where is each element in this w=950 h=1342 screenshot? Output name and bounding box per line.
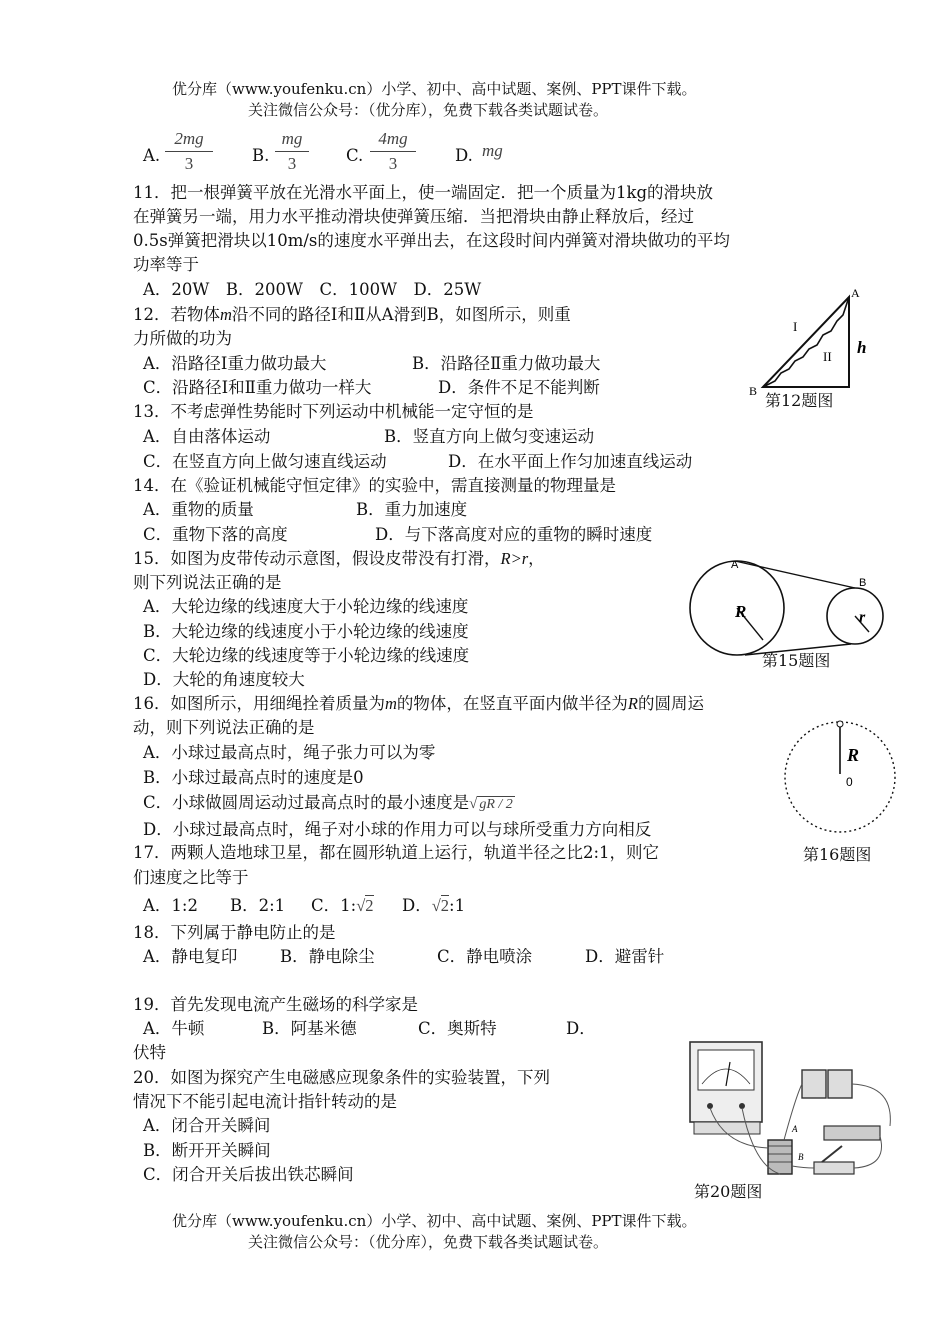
small-radius-label: r (859, 609, 866, 626)
galvanometer-base (694, 1122, 760, 1134)
q20-option-b: B．断开开关瞬间 (143, 1141, 271, 1160)
q10-option-c-den: 3 (388, 154, 398, 173)
path-i-label: I (793, 319, 798, 334)
q10-option-c-label: C. (346, 146, 364, 165)
footer-line-1: 优分库（www.youfenku.cn）小学、初中、高中试题、案例、PPT课件下载。 (172, 1212, 697, 1230)
large-radius-label: R (735, 602, 747, 621)
q20-line-1: 20．如图为探究产生电磁感应现象条件的实验装置，下列 (133, 1068, 550, 1087)
q12-option-d: D．条件不足不能判断 (438, 378, 600, 397)
q10-option-a-label: A. (143, 146, 161, 165)
wire (854, 1136, 882, 1168)
q13-option-c: C．在竖直方向上做匀速直线运动 (143, 452, 387, 471)
q15-option-d: D．大轮的角速度较大 (143, 670, 305, 689)
q15-caption: 第15题图 (762, 651, 831, 670)
q11-line-3: 0.5s弹簧把滑块以10m/s的速度水平弹出去，在这段时间内弹簧对滑块做功的平均 (133, 231, 730, 250)
q14-option-d: D．与下落高度对应的重物的瞬时速度 (375, 525, 653, 544)
q18-stem: 18．下列属于静电防止的是 (133, 923, 336, 942)
wire (792, 1166, 814, 1168)
q13-option-b: B．竖直方向上做匀变速运动 (384, 427, 595, 446)
q20-figure (684, 1036, 904, 1186)
radius-label: R (847, 745, 860, 765)
q10-option-a-num: 2mg (174, 129, 204, 148)
q16-line-1-pre: 16．如图所示，用细绳拴着质量为 (133, 694, 385, 713)
q17-option-d-text: D． (402, 896, 432, 915)
q10-option-b-label: B. (252, 146, 270, 165)
q15-option-a: A．大轮边缘的线速度大于小轮边缘的线速度 (143, 597, 469, 616)
q12-option-a: A．沿路径Ⅰ重力做功最大 (143, 354, 327, 373)
q15-line-1-post: ， (528, 549, 545, 568)
q15-condition: R>r (500, 549, 529, 568)
q14-option-b: B．重力加速度 (356, 500, 468, 519)
q10-option-c-fraction (370, 129, 416, 174)
q10-option-c-num: 4mg (378, 129, 408, 148)
q10-option-d-value: mg (482, 141, 503, 160)
q16-line-1-mid: 的物体，在竖直平面内做半径为 (396, 694, 628, 713)
q17-option-d-post: :1 (449, 896, 466, 915)
coil-terminal-b-label: B (798, 1152, 804, 1162)
q18-option-c: C．静电喷涂 (437, 947, 533, 966)
q16-line-2: 动，则下列说法正确的是 (133, 718, 315, 737)
battery-cell (828, 1070, 852, 1098)
rheostat-icon (824, 1126, 880, 1140)
q16-var-m: m (385, 694, 397, 713)
q20-option-a: A．闭合开关瞬间 (143, 1116, 271, 1135)
q17-option-c-text: C．1: (311, 896, 357, 915)
q13-option-a: A．自由落体运动 (143, 427, 271, 446)
q16-option-c (143, 792, 515, 816)
header-line-1: 优分库（www.youfenku.cn）小学、初中、高中试题、案例、PPT课件下载。 (172, 80, 697, 98)
wire (852, 1084, 890, 1126)
q12-figure (745, 285, 875, 395)
q16-option-b: B．小球过最高点时的速度是0 (143, 768, 364, 787)
coil-terminal-a-label: A (792, 1124, 798, 1134)
q16-figure (782, 718, 896, 838)
q16-line-1 (133, 693, 704, 715)
q10-option-a-fraction (165, 129, 213, 174)
fraction-bar (370, 151, 416, 152)
q17-line-1: 17．两颗人造地球卫星，都在圆形轨道上运行，轨道半径之比2:1，则它 (133, 843, 660, 862)
q12-option-c: C．沿路径Ⅰ和Ⅱ重力做功一样大 (143, 378, 372, 397)
battery-cell (802, 1070, 826, 1098)
q19-option-c: C．奥斯特 (418, 1019, 497, 1038)
q18-option-d: D．避雷针 (585, 947, 665, 966)
q16-caption: 第16题图 (803, 845, 872, 864)
q10-option-b-fraction (275, 129, 309, 174)
q15-figure (683, 556, 905, 660)
q13-option-d: D．在水平面上作匀加速直线运动 (448, 452, 693, 471)
fraction-bar (165, 151, 213, 152)
q11-line-2: 在弹簧另一端，用力水平推动滑块使弹簧压缩．当把滑块由静止释放后，经过 (133, 207, 694, 226)
point-b-label: B (859, 577, 867, 589)
q16-var-r: R (627, 694, 639, 713)
q15-option-b: B．大轮边缘的线速度小于小轮边缘的线速度 (143, 622, 469, 641)
q12-line-1-post: 沿不同的路径Ⅰ和Ⅱ从A滑到B，如图所示，则重 (231, 305, 571, 324)
sqrt-symbol: √ (469, 796, 478, 812)
q12-var-m: m (220, 305, 232, 324)
coil-icon (768, 1140, 792, 1174)
q11-options: A．20W B．200W C．100W D．25W (143, 280, 482, 299)
q11-line-4: 功率等于 (133, 255, 199, 274)
path-i (763, 297, 849, 387)
q10-option-b-num: mg (281, 129, 303, 148)
belt-top (735, 561, 855, 588)
q15-line-1-pre: 15．如图为皮带传动示意图，假设皮带没有打滑， (133, 549, 501, 568)
sqrt-symbol: √ (431, 896, 441, 915)
q20-caption: 第20题图 (694, 1182, 763, 1201)
footer-line-2: 关注微信公众号：（优分库），免费下载各类试题试卷。 (248, 1233, 609, 1251)
q19-option-b: B．阿基米德 (262, 1019, 357, 1038)
q18-option-b: B．静电除尘 (280, 947, 375, 966)
q17-line-2: 们速度之比等于 (133, 868, 249, 887)
q12-line-1 (133, 304, 571, 326)
header-line-2: 关注微信公众号：（优分库），免费下载各类试题试卷。 (248, 101, 609, 119)
q17-option-a: A．1:2 (143, 896, 198, 915)
ball (837, 721, 843, 727)
q15-option-c: C．大轮边缘的线速度等于小轮边缘的线速度 (143, 646, 470, 665)
q14-stem: 14．在《验证机械能守恒定律》的实验中，需直接测量的物理量是 (133, 476, 616, 495)
point-a-label: A (731, 559, 739, 571)
point-a-label: A (851, 286, 860, 300)
q12-line-2: 力所做的功为 (133, 329, 232, 348)
q12-option-b: B．沿路径Ⅱ重力做功最大 (412, 354, 601, 373)
q10-option-d-label: D. (455, 146, 473, 165)
q19-option-d-continued: 伏特 (133, 1043, 166, 1062)
q17-option-c (311, 895, 374, 917)
q13-stem: 13．不考虑弹性势能时下列运动中机械能一定守恒的是 (133, 402, 534, 421)
q15-line-1 (133, 548, 545, 570)
q10-option-a-den: 3 (184, 154, 194, 173)
q20-line-2: 情况下不能引起电流计指针转动的是 (133, 1092, 397, 1111)
switch-lever (822, 1146, 842, 1162)
q15-line-2: 则下列说法正确的是 (133, 573, 282, 592)
center-label: 0 (846, 775, 853, 789)
q16-line-1-post: 的圆周运 (638, 694, 705, 713)
q17-option-b: B．2:1 (230, 896, 286, 915)
q17-option-d (402, 895, 465, 917)
q20-option-c: C．闭合开关后拔出铁芯瞬间 (143, 1165, 354, 1184)
q16-option-c-text: C．小球做圆周运动过最高点时的最小速度是 (143, 793, 470, 812)
q14-option-c: C．重物下落的高度 (143, 525, 288, 544)
q14-option-a: A．重物的质量 (143, 500, 254, 519)
path-ii-label: II (823, 349, 832, 364)
q19-stem: 19．首先发现电流产生磁场的科学家是 (133, 995, 418, 1014)
q10-option-b-den: 3 (287, 154, 297, 173)
fraction-bar (275, 151, 309, 152)
q19-option-a: A．牛顿 (143, 1019, 205, 1038)
q16-option-d: D．小球过最高点时，绳子对小球的作用力可以与球所受重力方向相反 (143, 820, 652, 839)
q16-option-c-math: gR / 2 (479, 797, 513, 812)
switch-base (814, 1162, 854, 1174)
point-b-label: B (749, 384, 758, 395)
height-h-label: h (857, 338, 867, 357)
q18-option-a: A．静电复印 (143, 947, 238, 966)
q17-option-d-root: 2 (440, 896, 450, 915)
q17-option-c-root: 2 (365, 896, 374, 915)
q16-option-a: A．小球过最高点时，绳子张力可以为零 (143, 743, 436, 762)
q12-caption: 第12题图 (765, 391, 834, 410)
q12-line-1-pre: 12．若物体 (133, 305, 220, 324)
q19-option-d: D． (566, 1019, 596, 1038)
sqrt-symbol: √ (356, 896, 366, 915)
q11-line-1: 11．把一根弹簧平放在光滑水平面上，使一端固定．把一个质量为1kg的滑块放 (133, 183, 714, 202)
